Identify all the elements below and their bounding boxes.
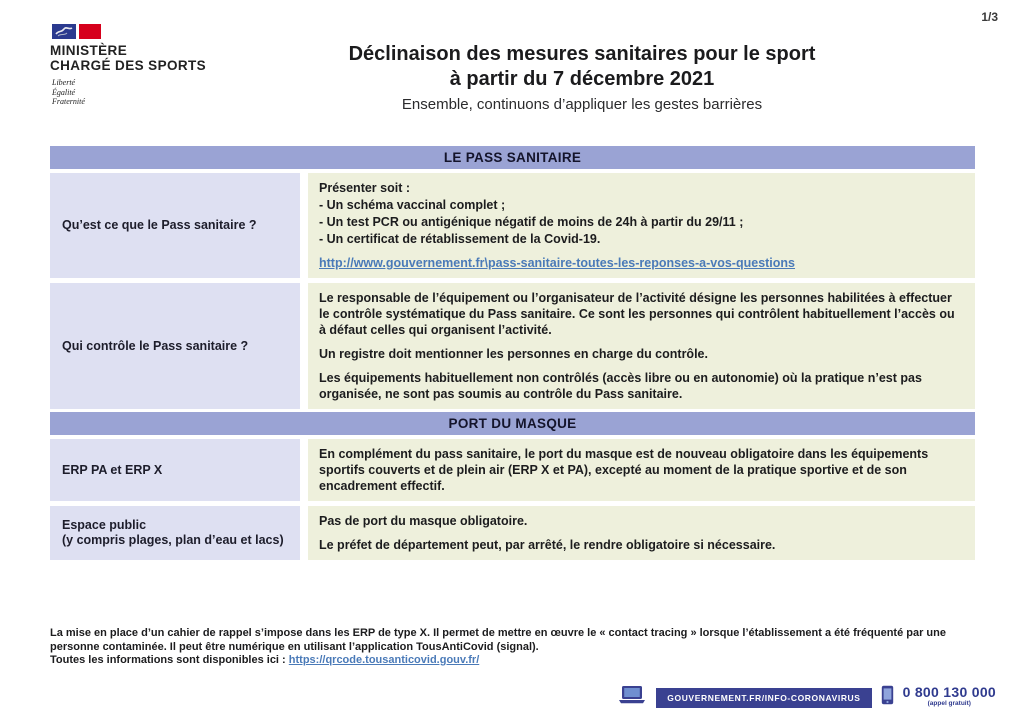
measures-table [50,146,975,565]
page-subtitle: Ensemble, continuons d’appliquer les gestes barrières [401,96,763,113]
content-paragraph: Un registre doit mentionner les personnes en charge du contrôle. [319,347,708,361]
motto-liberte: Liberté [52,78,76,87]
content-paragraph: En complément du pass sanitaire, le port du masque est de nouveau obligatoire dans les équipements sportifs couverts et de plein air (ERP X et PA), excepté au moment de la pratique sportive et de son encadrement effectif. [319,447,929,493]
row-label [50,506,300,560]
footnote [50,627,980,668]
content-line: Présenter soit : [319,181,411,195]
phone-block [902,683,996,709]
row-content [308,439,975,501]
tousanticovid-link[interactable]: https://qrcode.tousanticovid.gouv.fr/ [288,654,480,666]
content-paragraph: Pas de port du masque obligatoire. [319,514,528,528]
footnote-paragraph: La mise en place d’un cahier de rappel s’impose dans les ERP de type X. Il permet de mettre en œuvre le « contact tracing » lorsque l’établissement a été fréquenté par une personne contaminée. Il peut être numérique en utilisant l’application TousAntiCovid (signal). [50,627,946,653]
page-number: 1/3 [981,10,998,24]
footnote-link-prefix: Toutes les informations sont disponibles ici : [50,654,289,666]
row-label [50,283,300,409]
table-row-pass-definition [50,173,975,278]
row-content [308,506,975,560]
phone-number: 0 800 130 000 [902,683,996,700]
content-paragraph: Les équipements habituellement non contrôlés (accès libre ou en autonomie) où la pratique n’est pas organisée, ne sont pas soumis au contrôle du Pass sanitaire. [319,371,922,401]
ministry-name-line1: MINISTÈRE [50,43,128,58]
table-row-espace-public [50,506,975,560]
row-label-text: Qui contrôle le Pass sanitaire ? [62,338,249,353]
page-title-line1: Déclinaison des mesures sanitaires pour le sport [348,43,816,65]
gouvernement-banner: GOUVERNEMENT.FR/INFO-CORONAVIRUS [656,688,871,708]
laptop-icon [617,685,647,710]
government-info-bar [617,685,996,710]
motto [52,78,260,107]
section-header-pass-sanitaire: LE PASS SANITAIRE [50,146,975,169]
row-label-text: Qu’est ce que le Pass sanitaire ? [62,218,257,232]
pass-sanitaire-info-link[interactable]: http://www.gouvernement.fr\pass-sanitaire-toutes-les-reponses-a-vos-questions [319,256,796,270]
ministry-name-line2: CHARGÉ DES SPORTS [50,58,207,73]
row-label-line2: (y compris plages, plan d’eau et lacs) [62,533,284,547]
motto-fraternite: Fraternité [52,97,85,106]
content-paragraph: Le préfet de département peut, par arrêté, le rendre obligatoire si nécessaire. [319,538,776,552]
row-content [308,173,975,278]
phone-free-call-label: (appel gratuit) [927,699,971,707]
document-header [232,42,932,113]
content-line: - Un test PCR ou antigénique négatif de moins de 24h à partir du 29/11 ; [319,215,744,229]
table-row-pass-control [50,283,975,409]
row-content [308,283,975,409]
table-row-erp [50,439,975,501]
ministry-logo [50,24,260,107]
section-header-port-du-masque: PORT DU MASQUE [50,412,975,435]
row-label-line1: Espace public [62,518,147,532]
content-line: - Un certificat de rétablissement de la Covid-19. [319,232,601,246]
page-title-line2: à partir du 7 décembre 2021 [449,68,715,90]
motto-egalite: Égalité [52,87,76,97]
content-line: - Un schéma vaccinal complet ; [319,198,506,212]
row-label-text: ERP PA et ERP X [62,462,163,477]
french-flag-icon [52,24,260,39]
content-paragraph: Le responsable de l’équipement ou l’organisateur de l’activité désigne les personnes habilitées à effectuer le contrôle systématique du Pass sanitaire. Ce sont les personnes qui contrôlent habituellement l’accès ou à défaut celles qui organisent l’activité. [319,291,955,337]
row-label [50,173,300,278]
row-label [50,439,300,501]
phone-icon [881,685,894,710]
footnote-link-line [50,654,980,668]
